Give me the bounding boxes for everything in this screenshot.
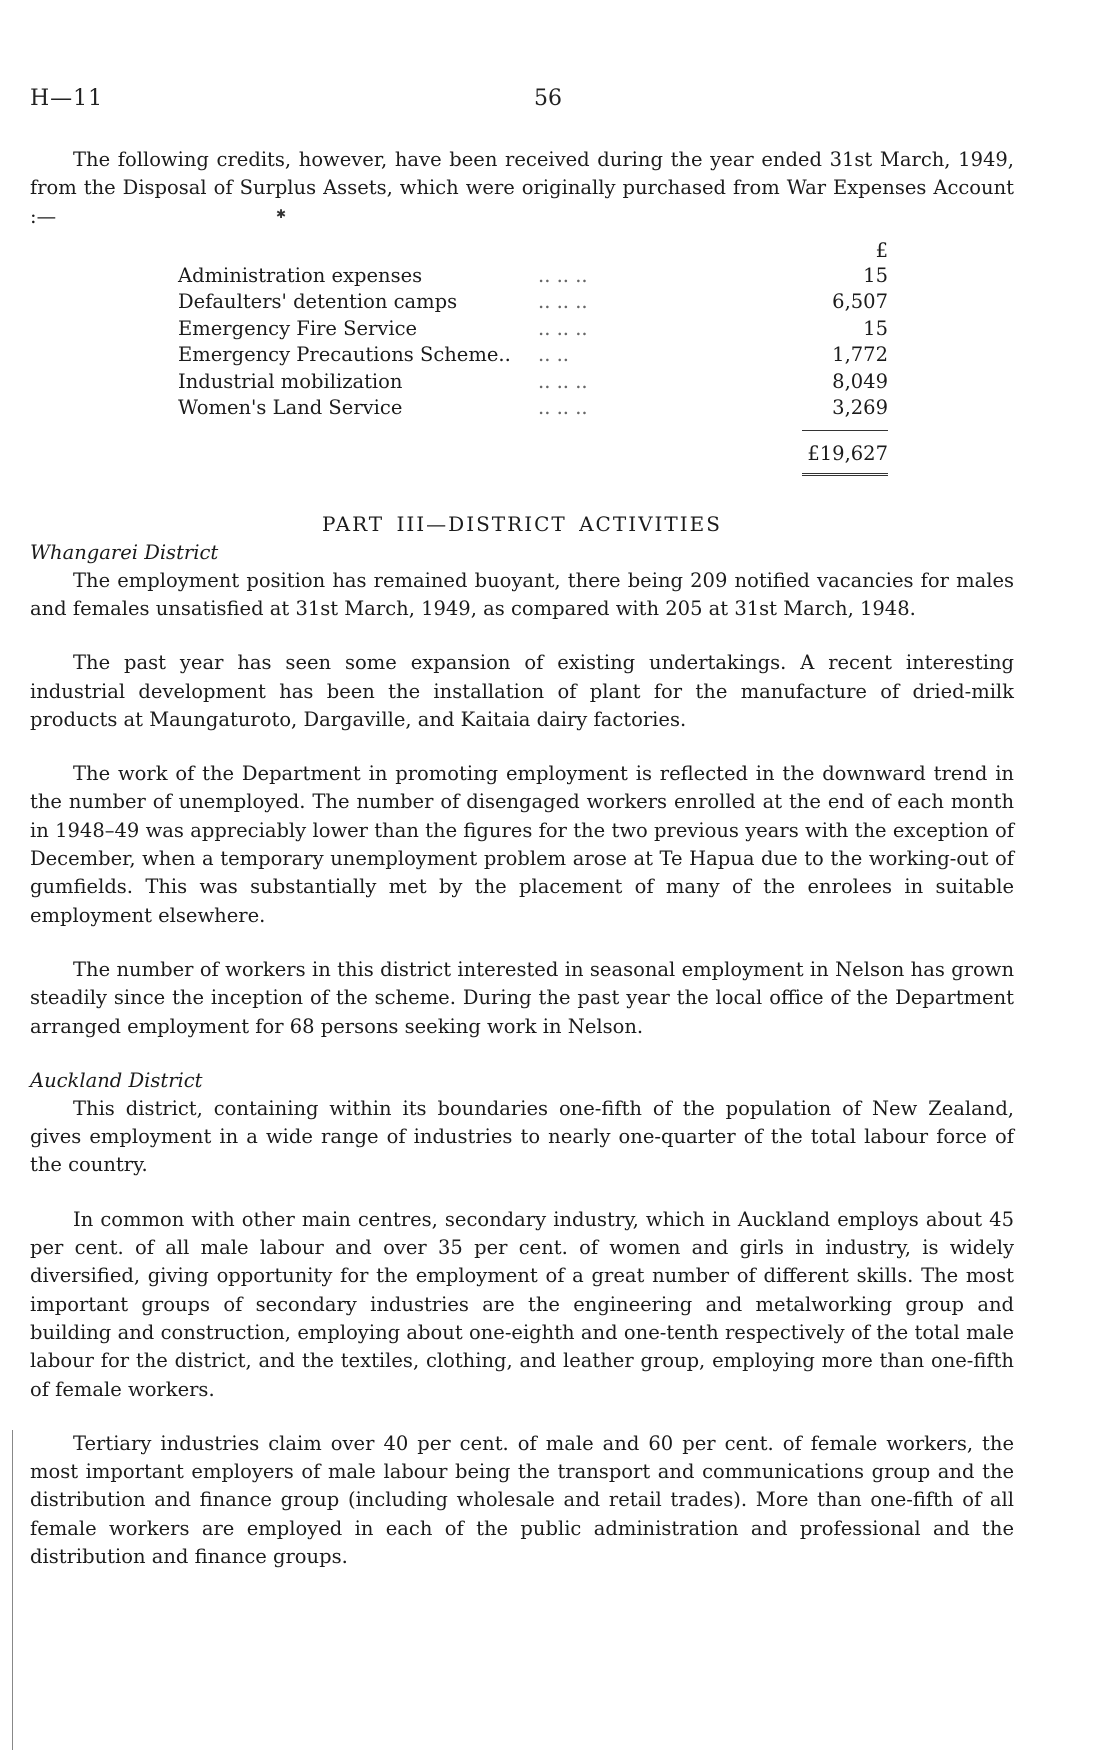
credits-intro-paragraph: The following credits, however, have been received during the year ended 31st March, 1949, from the Disposal of Surplus Assets, which were originally purchased from War Expenses Account :—: [30, 148, 1014, 228]
credit-label: Women's Land Service: [178, 396, 403, 420]
credit-row: [178, 316, 888, 343]
page-header: [30, 86, 1050, 116]
ink-blot-mark: ✱: [276, 207, 287, 221]
credit-amount: 3,269: [832, 396, 888, 420]
whangarei-paragraph: The work of the Department in promoting employment is reflected in the downward trend in the number of unemployed. The number of disengaged workers enrolled at the end of each month in 1948–49 was appreciably lower than the figures for the two previous years with the exception of December, when a temporary unemployment problem arose at Te Hapua due to the working-out of gumfields. This was substantially met by the placement of many of the enrolees in suitable employment elsewhere.: [30, 762, 1014, 927]
document-reference: H—11: [30, 86, 104, 111]
credit-row: [178, 369, 888, 396]
credit-amount: 15: [863, 316, 888, 340]
credit-amount: 15: [863, 263, 888, 287]
auckland-paragraph: In common with other main centres, secondary industry, which in Auckland employs about 45 per cent. of all male labour and over 35 per cent. of women and girls in industry, is widely diversified, giving opportunity for the employment of a great number of different skills. The most important groups of secondary industries are the engineering and metalworking group and building and construction, employing about one-eighth and one-tenth respectively of the total male labour for the district, and the textiles, clothing, and leather group, employing more than one-fifth of female workers.: [30, 1207, 1014, 1401]
credit-row: [178, 395, 888, 422]
part-heading: PART III—DISTRICT ACTIVITIES: [322, 512, 722, 537]
leader-dots: .. .. ..: [538, 369, 588, 393]
whangarei-paragraph: The number of workers in this district interested in seasonal employment in Nelson has grown steadily since the inception of the scheme. During the past year the local office of the Department arranged employment for 68 persons seeking work in Nelson.: [30, 957, 1014, 1038]
credit-row: [178, 342, 888, 369]
credits-table: [178, 239, 888, 477]
page-content: [30, 146, 1014, 1571]
leader-dots: .. ..: [538, 343, 569, 367]
credit-row: [178, 263, 888, 290]
credit-label: Administration expenses: [178, 263, 423, 287]
credit-label: Emergency Fire Service: [178, 316, 418, 340]
leader-dots: .. .. ..: [538, 263, 588, 287]
credit-amount: 6,507: [832, 290, 888, 314]
whangarei-district-heading: Whangarei District: [30, 540, 219, 564]
credits-total: £19,627: [802, 430, 888, 477]
credits-total-row: [178, 422, 888, 477]
credit-amount: 1,772: [832, 343, 888, 367]
page-number: 56: [534, 86, 562, 111]
leader-dots: .. .. ..: [538, 290, 588, 314]
credit-label: Industrial mobilization: [178, 369, 403, 393]
currency-header-row: [178, 239, 888, 263]
auckland-district-heading: Auckland District: [30, 1068, 203, 1092]
credit-row: [178, 289, 888, 316]
leader-dots: .. .. ..: [538, 396, 588, 420]
credit-label: Emergency Precautions Scheme..: [178, 343, 511, 367]
margin-scan-line: [12, 1430, 13, 1750]
whangarei-paragraph: The employment position has remained buoyant, there being 209 notified vacancies for males and females unsatisfied at 31st March, 1949, as compared with 205 at 31st March, 1948.: [30, 568, 1014, 620]
credit-amount: 8,049: [832, 369, 888, 393]
auckland-paragraph: This district, containing within its boundaries one-fifth of the population of New Zealand, gives employment in a wide range of industries to nearly one-quarter of the total labour force of the country.: [30, 1096, 1014, 1177]
currency-symbol: £: [875, 238, 888, 262]
auckland-paragraph: Tertiary industries claim over 40 per cent. of male and 60 per cent. of female workers, the most important employers of male labour being the transport and communications group and the distribution and finance group (including wholesale and retail trades). More than one-fifth of all female workers are employed in each of the public administration and professional and the distribution and finance groups.: [30, 1431, 1014, 1568]
whangarei-paragraph: The past year has seen some expansion of existing undertakings. A recent interesting industrial development has been the installation of plant for the manufacture of dried-milk products at Maungaturoto, Dargaville, and Kaitaia dairy factories.: [30, 651, 1014, 731]
credit-label: Defaulters' detention camps: [178, 290, 458, 314]
leader-dots: .. .. ..: [538, 316, 588, 340]
